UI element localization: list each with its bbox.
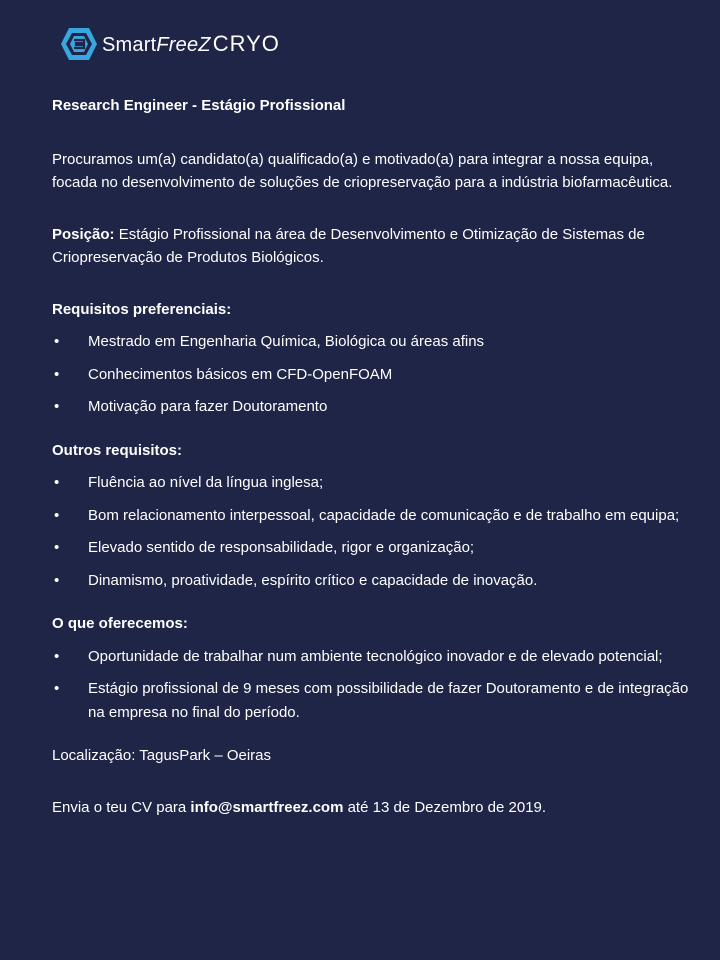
position-text: Estágio Profissional na área de Desenvolvimento e Otimização de Sistemas de Criopreservação de Produtos Biológicos. bbox=[52, 225, 645, 266]
apply-text-before: Envia o teu CV para bbox=[52, 798, 191, 816]
logo-wordmark bbox=[102, 31, 280, 57]
list-item bbox=[52, 363, 702, 387]
list-item bbox=[52, 504, 702, 528]
position-paragraph bbox=[52, 223, 702, 270]
other-requirements-list bbox=[52, 471, 702, 592]
posting-title: Research Engineer - Estágio Profissional bbox=[52, 97, 346, 114]
offer-list bbox=[52, 645, 702, 725]
list-item-text: Mestrado em Engenharia Química, Biológica ou áreas afins bbox=[88, 333, 485, 350]
other-requirements-heading: Outros requisitos: bbox=[52, 441, 183, 459]
preferred-requirements-section bbox=[52, 298, 702, 419]
logo-cryo: CRYO bbox=[212, 31, 280, 56]
logo-freez: FreeZ bbox=[156, 34, 211, 56]
apply-paragraph bbox=[52, 796, 702, 820]
list-item-text: Bom relacionamento interpessoal, capacidade de comunicação e de trabalho em equipa; bbox=[88, 506, 680, 524]
offer-section bbox=[52, 612, 702, 724]
list-item bbox=[52, 536, 702, 560]
smartfreez-logo bbox=[60, 26, 280, 62]
list-item bbox=[52, 471, 702, 495]
list-item-text: Conhecimentos básicos em CFD-OpenFOAM bbox=[88, 365, 393, 383]
list-item bbox=[52, 330, 702, 354]
list-item bbox=[52, 569, 702, 593]
bullet-icon: • bbox=[54, 571, 60, 589]
bullet-icon: • bbox=[54, 506, 60, 524]
bullet-icon: • bbox=[54, 333, 60, 350]
bullet-icon: • bbox=[54, 647, 60, 665]
bullet-icon: • bbox=[54, 398, 60, 415]
intro-paragraph: Procuramos um(a) candidato(a) qualificado(a) e motivado(a) para integrar a nossa equipa, focada no desenvolvimento de soluções de criopreservação para a indústria biofarmacêutica. bbox=[52, 150, 673, 191]
list-item-text: Oportunidade de trabalhar num ambiente tecnológico inovador e de elevado potencial; bbox=[88, 647, 663, 665]
list-item bbox=[52, 645, 702, 669]
list-item-text: Fluência ao nível da língua inglesa; bbox=[88, 474, 324, 491]
bullet-icon: • bbox=[54, 539, 60, 556]
preferred-requirements-list bbox=[52, 330, 702, 419]
list-item-text: Elevado sentido de responsabilidade, rigor e organização; bbox=[88, 539, 475, 556]
location-text: Localização: TagusPark – Oeiras bbox=[52, 747, 272, 764]
posting-content bbox=[52, 94, 702, 819]
apply-text-after: até 13 de Dezembro de 2019. bbox=[343, 798, 547, 816]
list-item-text: Estágio profissional de 9 meses com possibilidade de fazer Doutoramento e de integração na empresa no final do período. bbox=[88, 680, 689, 721]
position-label: Posição: bbox=[52, 225, 115, 243]
bullet-icon: • bbox=[54, 365, 60, 383]
other-requirements-section bbox=[52, 439, 702, 593]
preferred-requirements-heading: Requisitos preferenciais: bbox=[52, 300, 232, 318]
logo-smart: Smart bbox=[102, 34, 157, 56]
list-item bbox=[52, 677, 702, 724]
bullet-icon: • bbox=[54, 474, 60, 491]
offer-heading: O que oferecemos: bbox=[52, 615, 188, 632]
list-item-text: Motivação para fazer Doutoramento bbox=[88, 398, 328, 415]
bullet-icon: • bbox=[54, 680, 60, 697]
contact-email: info@smartfreez.com bbox=[190, 798, 344, 816]
list-item-text: Dinamismo, proatividade, espírito crítico e capacidade de inovação. bbox=[88, 571, 538, 589]
list-item bbox=[52, 395, 702, 419]
smartfreez-logo-icon bbox=[60, 26, 98, 62]
